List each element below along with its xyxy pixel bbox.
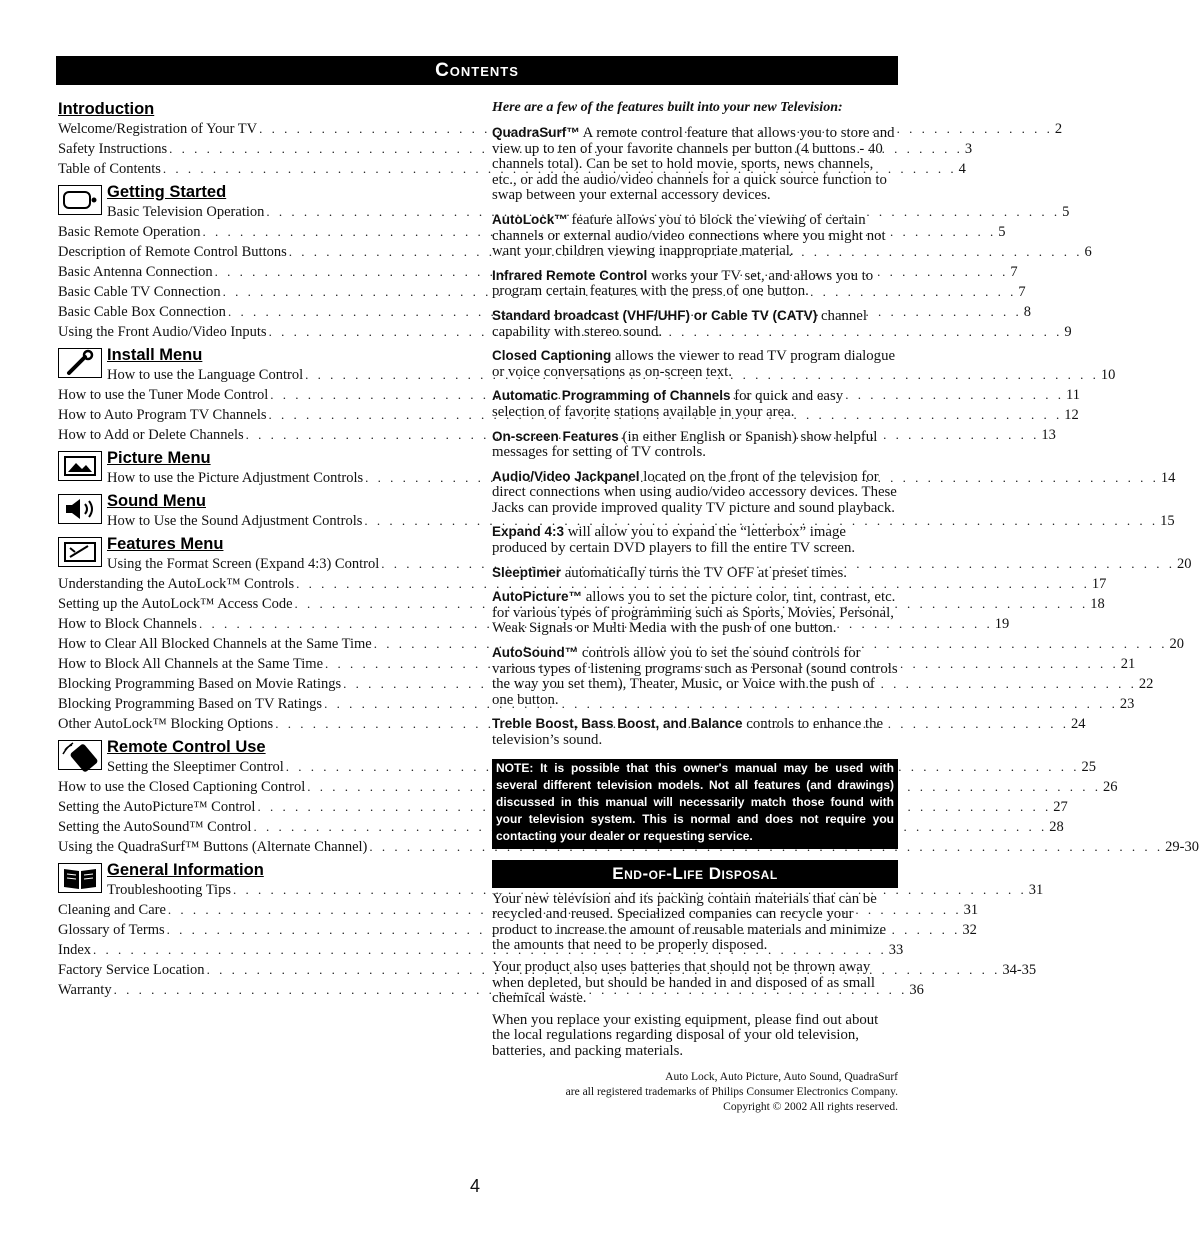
toc-entry[interactable]: Basic Television Operation . . . 5 (107, 202, 1069, 222)
feature-item: Treble Boost, Bass Boost, and Balance controls to enhance the television’s sound. (492, 716, 884, 748)
toc-entry[interactable]: How to Block All Channels at the Same Time . . . 21 (58, 654, 442, 674)
feature-item: QuadraSurf™ A remote control feature that allows you to store and view up to ten of your favorite channels per button (4 buttons - 40 channels total). Can be set to hold movie, sports, news channels, etc., or add the audio/video channels for a quick source function to swap between your external accessory devices. (492, 125, 895, 204)
toc-entry[interactable]: Setting up the AutoLock™ Access Code . . . 18 (58, 594, 442, 614)
note-box: NOTE: It is possible that this owner's manual may be used with several different television models. Not all features (and drawings) discussed in this manual will necessarily match those found with your television system. This is normal and does not require you contacting your dealer or requesting service. (492, 759, 898, 849)
toc-heading-remote-control-use[interactable]: Remote Control Use (107, 738, 266, 756)
toc-heading-general-information[interactable]: General Information (107, 861, 264, 879)
toc-entry[interactable]: Using the QuadraSurf™ Buttons (Alternate Channel) . . . 29-30 (58, 837, 442, 857)
speaker-icon (58, 494, 102, 524)
remote-icon (58, 740, 102, 770)
toc-heading-picture-menu[interactable]: Picture Menu (107, 449, 211, 467)
trademark-notice: Auto Lock, Auto Picture, Auto Sound, QuadraSurf are all registered trademarks of Philips Consumer Electronics Company. Copyright © 2002 All rights reserved. (565, 1070, 898, 1113)
toc-heading-introduction[interactable]: Introduction (58, 100, 155, 118)
eol-paragraph: Your new television and its packing contain materials that can be recycled and reused. Specialized companies can recycle your product to increase the amount of reusable materials and minimize the amounts that need to be properly disposed. (492, 890, 887, 954)
picture-icon (58, 451, 102, 481)
toc-entry[interactable]: How to Auto Program TV Channels . . . 12 (58, 405, 442, 425)
toc-entry[interactable]: Basic Remote Operation . . . 5 (58, 222, 442, 242)
feature-item: AutoLock™ feature allows you to block the viewing of certain channels or external audio/video connections where you might not want your children viewing inappropriate material. (492, 211, 886, 260)
feature-item: Standard broadcast (VHF/UHF) or Cable TV (CATV) channel capability with stereo sound. (492, 307, 867, 340)
toc-entry[interactable]: Factory Service Location . . . 34-35 (58, 960, 442, 980)
toc-entry[interactable]: How to Block Channels . . . 19 (58, 614, 442, 634)
toc-entry[interactable]: Description of Remote Control Buttons . . . 6 (58, 242, 442, 262)
toc-entry[interactable]: Using the Format Screen (Expand 4:3) Control . . . 20 (107, 554, 1191, 574)
feature-item: Infrared Remote Control works your TV set, and allows you to program certain features with the press of one button. (492, 267, 874, 300)
toc-entry[interactable]: How to use the Tuner Mode Control . . . 11 (58, 385, 442, 405)
toc-entry[interactable]: Blocking Programming Based on Movie Ratings . . . 22 (58, 674, 442, 694)
toc-heading-getting-started[interactable]: Getting Started (107, 183, 227, 201)
feature-item: Audio/Video Jackpanel located on the front of the television for direct connections when using audio/video accessory devices. These Jacks can provide improved quality TV picture and sound playback. (492, 468, 897, 516)
toc-entry[interactable]: Index . . . 33 (58, 940, 442, 960)
toc-entry[interactable]: Safety Instructions . . . 3 (58, 139, 442, 159)
toc-heading-sound-menu[interactable]: Sound Menu (107, 492, 206, 510)
toc-entry[interactable]: Basic Antenna Connection . . . 7 (58, 262, 442, 282)
toc-entry[interactable]: Blocking Programming Based on TV Ratings . . . 23 (58, 694, 442, 714)
feature-item: On-screen Features (in either English or Spanish) show helpful messages for setting of TV controls. (492, 428, 878, 461)
toc-entry[interactable]: Troubleshooting Tips . . . 31 (107, 880, 1043, 900)
toc-entry[interactable]: Basic Cable TV Connection . . . 7 (58, 282, 442, 302)
book-icon (58, 863, 102, 893)
toc-group-picture-menu (58, 449, 1176, 488)
feature-item: Automatic Programming of Channels for quick and easy selection of favorite stations available in your area. (492, 388, 844, 420)
feature-item: Expand 4:3 will allow you to expand the “letterbox” image produced by certain DVD players to fill the entire TV screen. (492, 524, 856, 557)
toc-entry[interactable]: Warranty . . . 36 (58, 980, 442, 1000)
toc-entry[interactable]: How to Clear All Blocked Channels at the Same Time . . . 20 (58, 634, 442, 654)
toc-entry[interactable]: Understanding the AutoLock™ Controls . . . 17 (58, 574, 442, 594)
page-number: 4 (470, 1176, 481, 1196)
toc-entry[interactable]: Setting the Sleeptimer Control . . . 25 (107, 757, 1096, 777)
toc-entry[interactable]: How to Use the Sound Adjustment Controls . . . 15 (107, 511, 1175, 531)
page-title: Contents (56, 56, 898, 85)
toc-entry[interactable]: How to Add or Delete Channels . . . 13 (58, 425, 442, 445)
eol-paragraph: When you replace your existing equipment, please find out about the local regulations regarding disposal of your old television, batteries, and packing materials. (492, 1011, 879, 1059)
toc-entry[interactable]: How to use the Picture Adjustment Controls . . . 14 (107, 468, 1175, 488)
toc-entry[interactable]: Setting the AutoSound™ Control . . . 28 (58, 817, 442, 837)
wrench-icon (58, 348, 102, 378)
toc-entry[interactable]: Setting the AutoPicture™ Control . . . 27 (58, 797, 442, 817)
toc-heading-install-menu[interactable]: Install Menu (107, 346, 203, 364)
features-column (492, 100, 898, 1115)
toc-entry[interactable]: Basic Cable Box Connection . . . 8 (58, 302, 442, 322)
toc-entry[interactable]: Glossary of Terms . . . 32 (58, 920, 442, 940)
feature-item: AutoPicture™ allows you to set the picture color, tint, contrast, etc. for various types of programming such as Sports, Movies, Personal, Weak Signals or Multi Media with the push of one button. (492, 589, 896, 637)
toc-heading-features-menu[interactable]: Features Menu (107, 535, 224, 553)
eol-heading: End-of-Life Disposal (492, 860, 898, 888)
feature-item: AutoSound™ controls allow you to set the sound controls for various types of listening programs such as Personal (sound controls the way you set them), Theater, Music, or Voice with the push of one button. (492, 645, 898, 708)
toc-entry[interactable]: How to use the Closed Captioning Control . . . 26 (58, 777, 442, 797)
eol-paragraph: Your product also uses batteries that should not be thrown away when depleted, but should be handed in and disposed of as small chemical waste. (492, 958, 875, 1007)
features-icon (58, 537, 102, 567)
toc-entry[interactable]: Cleaning and Care . . . 31 (58, 900, 442, 920)
toc-entry[interactable]: Other AutoLock™ Blocking Options . . . 24 (58, 714, 442, 734)
tv-icon (58, 185, 102, 215)
toc-entry[interactable]: Welcome/Registration of Your TV . . . 2 (58, 119, 442, 139)
toc-entry[interactable]: Using the Front Audio/Video Inputs . . . 9 (58, 322, 442, 342)
toc-entry[interactable]: Table of Contents . . . 4 (58, 159, 442, 179)
toc-entry[interactable]: How to use the Language Control . . . 10 (107, 365, 1115, 385)
feature-item: Sleeptimer automatically turns the TV OFF at preset times. (492, 564, 847, 581)
feature-item: Closed Captioning allows the viewer to read TV program dialogue or voice conversations as on-screen text. (492, 348, 896, 380)
features-intro: Here are a few of the features built into your new Television: (492, 100, 843, 115)
